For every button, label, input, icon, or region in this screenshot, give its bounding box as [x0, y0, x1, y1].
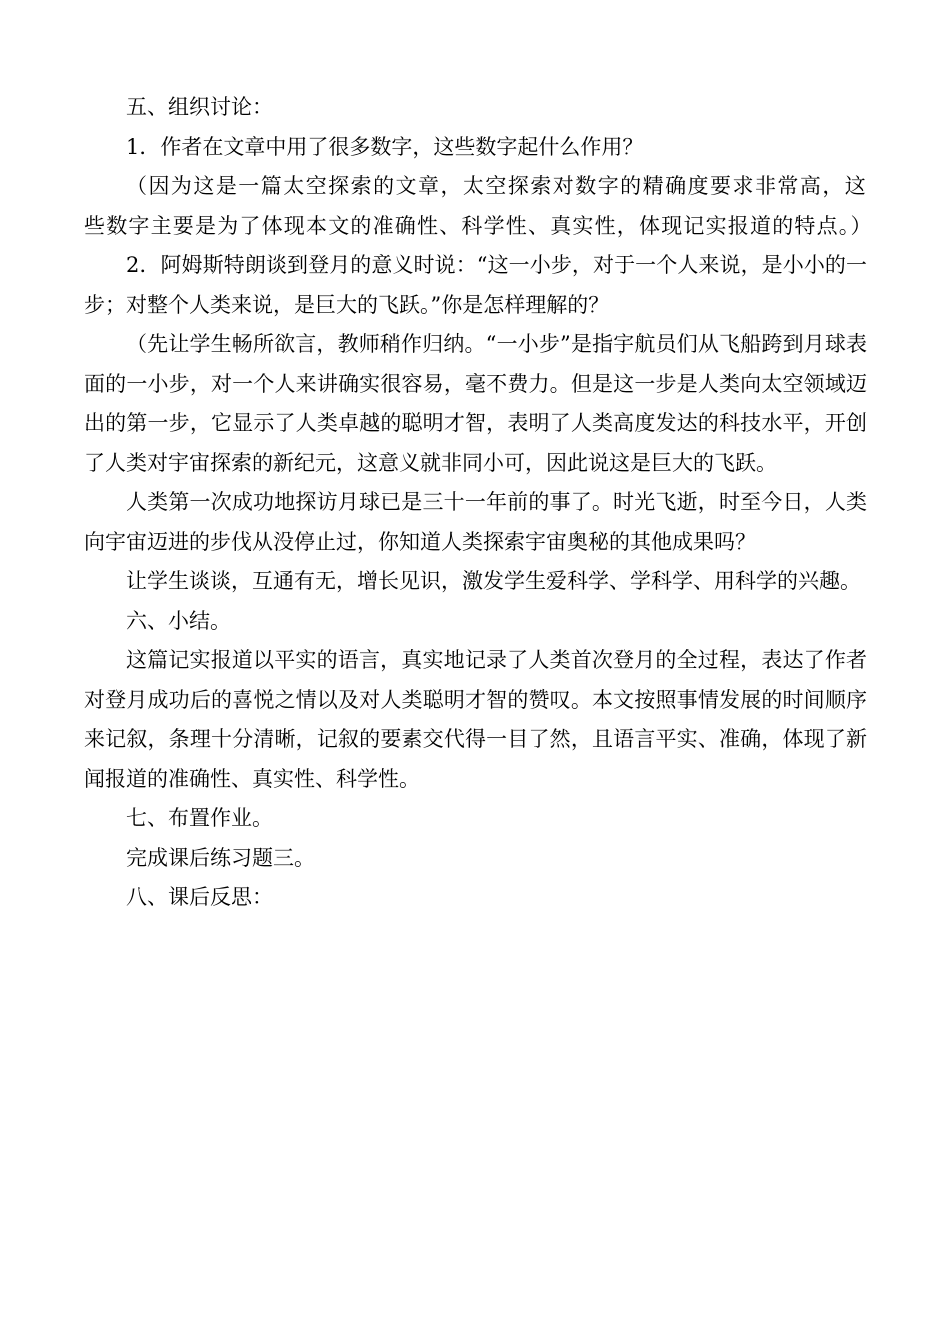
summary-text: 这篇记实报道以平实的语言，真实地记录了人类首次登月的全过程，表达了作者对登月成功后的喜悦之情以及对人类聪明才智的赞叹。本文按照事情发展的时间顺序来记叙，条理十分清晰，记叙的要素交代得一目了然，且语言平实、准确，体现了新闻报道的准确性、真实性、科学性。: [84, 648, 867, 791]
document-page: [84, 88, 873, 918]
section-heading-reflection: 八、课后反思：: [126, 885, 273, 909]
section-heading-discussion: 五、组织讨论：: [126, 95, 273, 119]
extension-activity: 让学生谈谈，互通有无，增长见识，激发学生爱科学、学科学、用科学的兴趣。: [126, 569, 861, 593]
answer-2: （先让学生畅所欲言，教师稍作归纳。“一小步”是指宇航员们从飞船跨到月球表面的一小步，对一个人来讲确实很容易，毫不费力。但是这一步是人类向太空领域迈出的第一步，它显示了人类卓越的聪明才智，表明了人类高度发达的科技水平，开创了人类对宇宙探索的新纪元，这意义就非同小可，因此说这是巨大的飞跃。: [84, 332, 867, 475]
homework-text: 完成课后练习题三。: [126, 845, 315, 870]
answer-1: （因为这是一篇太空探索的文章，太空探索对数字的精确度要求非常高，这些数字主要是为了体现本文的准确性、科学性、真实性，体现记实报道的特点。）: [84, 174, 873, 238]
section-heading-homework: 七、布置作业。: [126, 806, 273, 830]
question-1: 1．作者在文章中用了很多数字，这些数字起什么作用？: [126, 134, 644, 159]
question-2: 2．阿姆斯特朗谈到登月的意义时说：“这一小步，对于一个人来说，是小小的一步；对整个人类来说，是巨大的飞跃。”你是怎样理解的？: [84, 253, 867, 317]
section-heading-summary: 六、小结。: [126, 608, 231, 633]
extension-question: 人类第一次成功地探访月球已是三十一年前的事了。时光飞逝，时至今日，人类向宇宙迈进的步伐从没停止过，你知道人类探索宇宙奥秘的其他成果吗？: [84, 490, 867, 554]
